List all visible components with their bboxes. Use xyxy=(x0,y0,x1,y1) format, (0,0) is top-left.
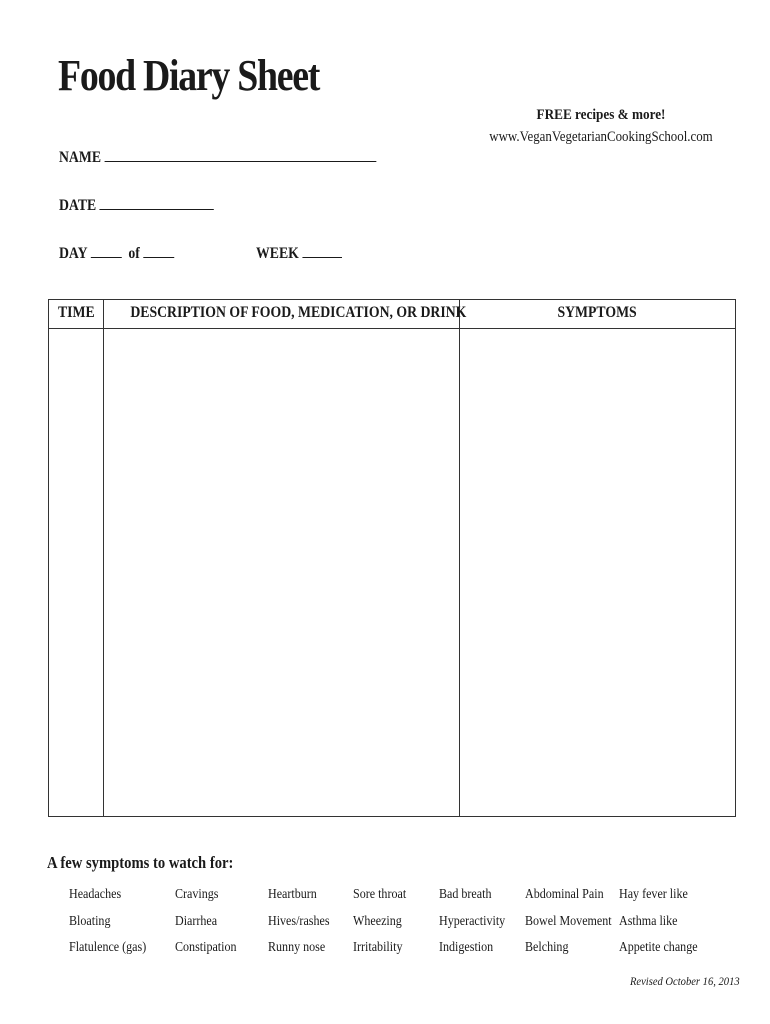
name-line[interactable] xyxy=(104,149,376,162)
header-description: DESCRIPTION OF FOOD, MEDICATION, OR DRINK xyxy=(130,304,467,321)
week-line[interactable] xyxy=(302,245,342,258)
symptom-item: Constipation xyxy=(175,940,237,955)
symptom-item: Asthma like xyxy=(619,913,678,929)
page-title: Food Diary Sheet xyxy=(58,51,320,100)
symptom-item: Appetite change xyxy=(619,940,698,955)
symptom-item: Belching xyxy=(525,940,569,955)
promo-url[interactable]: www.VeganVegetarianCookingSchool.com xyxy=(489,129,713,145)
day-total-line[interactable] xyxy=(143,245,174,258)
promo-headline: FREE recipes & more! xyxy=(536,107,666,123)
symptom-item: Indigestion xyxy=(439,940,494,955)
symptom-item: Headaches xyxy=(69,887,122,902)
symptom-item: Sore throat xyxy=(353,887,407,902)
symptom-column-2 xyxy=(175,886,247,966)
symptom-item: Irritability xyxy=(353,940,403,955)
symptom-column-1 xyxy=(69,886,159,966)
date-line[interactable] xyxy=(100,197,214,210)
symptom-column-3 xyxy=(268,886,340,966)
symptom-column-5 xyxy=(439,886,516,966)
symptom-item: Bad breath xyxy=(439,887,492,902)
symptom-item: Hay fever like xyxy=(619,887,688,902)
symptom-column-4 xyxy=(353,886,415,966)
symptom-column-6 xyxy=(525,886,626,966)
symptom-item: Abdominal Pain xyxy=(525,887,604,902)
symptom-column-7 xyxy=(619,886,710,966)
time-cell[interactable] xyxy=(49,329,103,816)
symptom-item: Flatulence (gas) xyxy=(69,940,147,955)
symptom-item: Hives/rashes xyxy=(268,913,330,929)
symptom-item: Wheezing xyxy=(353,913,402,929)
symptom-item: Bowel Movement xyxy=(525,913,612,929)
symptom-item: Bloating xyxy=(69,913,111,929)
day-label: DAY xyxy=(59,245,88,262)
day-line[interactable] xyxy=(90,245,121,258)
column-divider-2 xyxy=(459,300,460,816)
symptoms-cell[interactable] xyxy=(461,329,735,816)
revised-date: Revised October 16, 2013 xyxy=(630,974,740,988)
symptom-item: Runny nose xyxy=(268,940,326,955)
date-label: DATE xyxy=(59,197,97,214)
date-field[interactable] xyxy=(59,197,214,215)
description-cell[interactable] xyxy=(105,329,459,816)
header-symptoms: SYMPTOMS xyxy=(557,304,637,321)
symptom-item: Heartburn xyxy=(268,887,317,902)
symptom-item: Cravings xyxy=(175,887,219,902)
header-time: TIME xyxy=(57,304,95,321)
symptom-item: Hyperactivity xyxy=(439,913,506,929)
symptoms-heading: A few symptoms to watch for: xyxy=(47,853,234,872)
day-field[interactable] xyxy=(59,245,174,263)
symptom-item: Diarrhea xyxy=(175,913,218,929)
of-label: of xyxy=(128,245,140,262)
column-divider-1 xyxy=(103,300,104,816)
week-label: WEEK xyxy=(256,245,299,262)
name-field[interactable] xyxy=(59,149,376,167)
diary-table xyxy=(48,299,736,817)
week-field[interactable] xyxy=(256,245,342,263)
name-label: NAME xyxy=(59,149,102,166)
